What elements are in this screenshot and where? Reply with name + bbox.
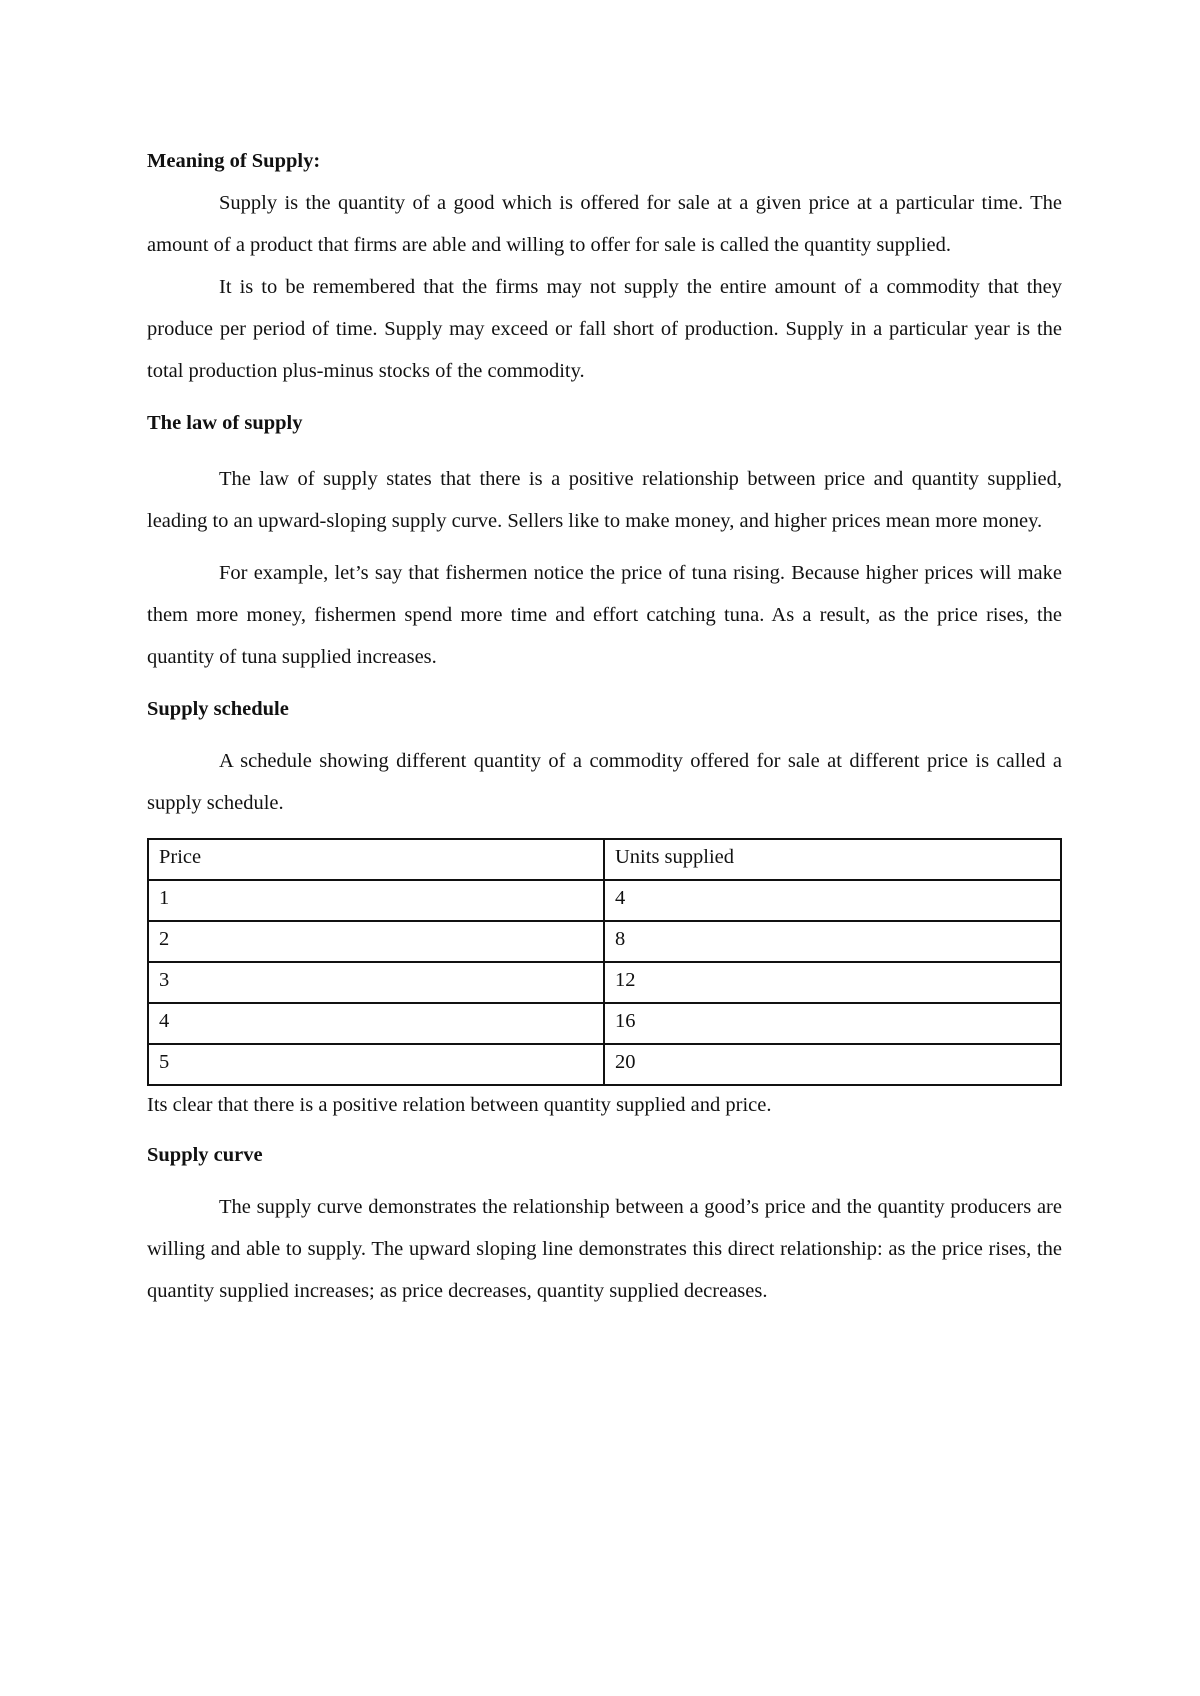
cell-price: 3 — [148, 962, 604, 1003]
heading-law-of-supply: The law of supply — [147, 412, 303, 434]
table-row — [148, 1003, 1061, 1044]
cell-price: 2 — [148, 921, 604, 962]
paragraph-supply-curve: The supply curve demonstrates the relationship between a good’s price and the quantity producers are willing and able to supply. The upward sloping line demonstrates this direct relationship: as the price rises, the quantity supplied increases; as price decreases, quantity supplied decreases. — [147, 1196, 1062, 1302]
paragraph-supply-definition: Supply is the quantity of a good which is offered for sale at a given price at a particular time. The amount of a product that firms are able and willing to offer for sale is called the quantity supplied. — [147, 192, 1062, 256]
cell-units: 8 — [604, 921, 1061, 962]
table-row — [148, 880, 1061, 921]
document-page — [147, 140, 1062, 1312]
cell-units: 16 — [604, 1003, 1061, 1044]
header-units-supplied: Units supplied — [604, 839, 1061, 880]
paragraph-tuna-example: For example, let’s say that fishermen notice the price of tuna rising. Because higher prices will make them more money, fishermen spend more time and effort catching tuna. As a result, as the price rises, the quantity of tuna supplied increases. — [147, 562, 1062, 668]
cell-price: 5 — [148, 1044, 604, 1085]
table-row — [148, 962, 1061, 1003]
cell-price: 1 — [148, 880, 604, 921]
table-header-row — [148, 839, 1061, 880]
heading-supply-curve: Supply curve — [147, 1144, 263, 1166]
table-row — [148, 921, 1061, 962]
cell-price: 4 — [148, 1003, 604, 1044]
table-note: Its clear that there is a positive relation between quantity supplied and price. — [147, 1094, 772, 1116]
supply-schedule-table — [147, 838, 1062, 1086]
paragraph-law-statement: The law of supply states that there is a positive relationship between price and quantity supplied, leading to an upward-sloping supply curve. Sellers like to make money, and higher prices mean more money. — [147, 468, 1062, 532]
paragraph-schedule-definition: A schedule showing different quantity of a commodity offered for sale at different price is called a supply schedule. — [147, 750, 1062, 814]
header-price: Price — [148, 839, 604, 880]
table-row — [148, 1044, 1061, 1085]
cell-units: 12 — [604, 962, 1061, 1003]
paragraph-supply-vs-production: It is to be remembered that the firms may not supply the entire amount of a commodity that they produce per period of time. Supply may exceed or fall short of production. Supply in a particular year is the total production plus-minus stocks of the commodity. — [147, 276, 1062, 382]
cell-units: 4 — [604, 880, 1061, 921]
heading-supply-schedule: Supply schedule — [147, 698, 289, 720]
heading-meaning-of-supply: Meaning of Supply: — [147, 150, 321, 172]
cell-units: 20 — [604, 1044, 1061, 1085]
